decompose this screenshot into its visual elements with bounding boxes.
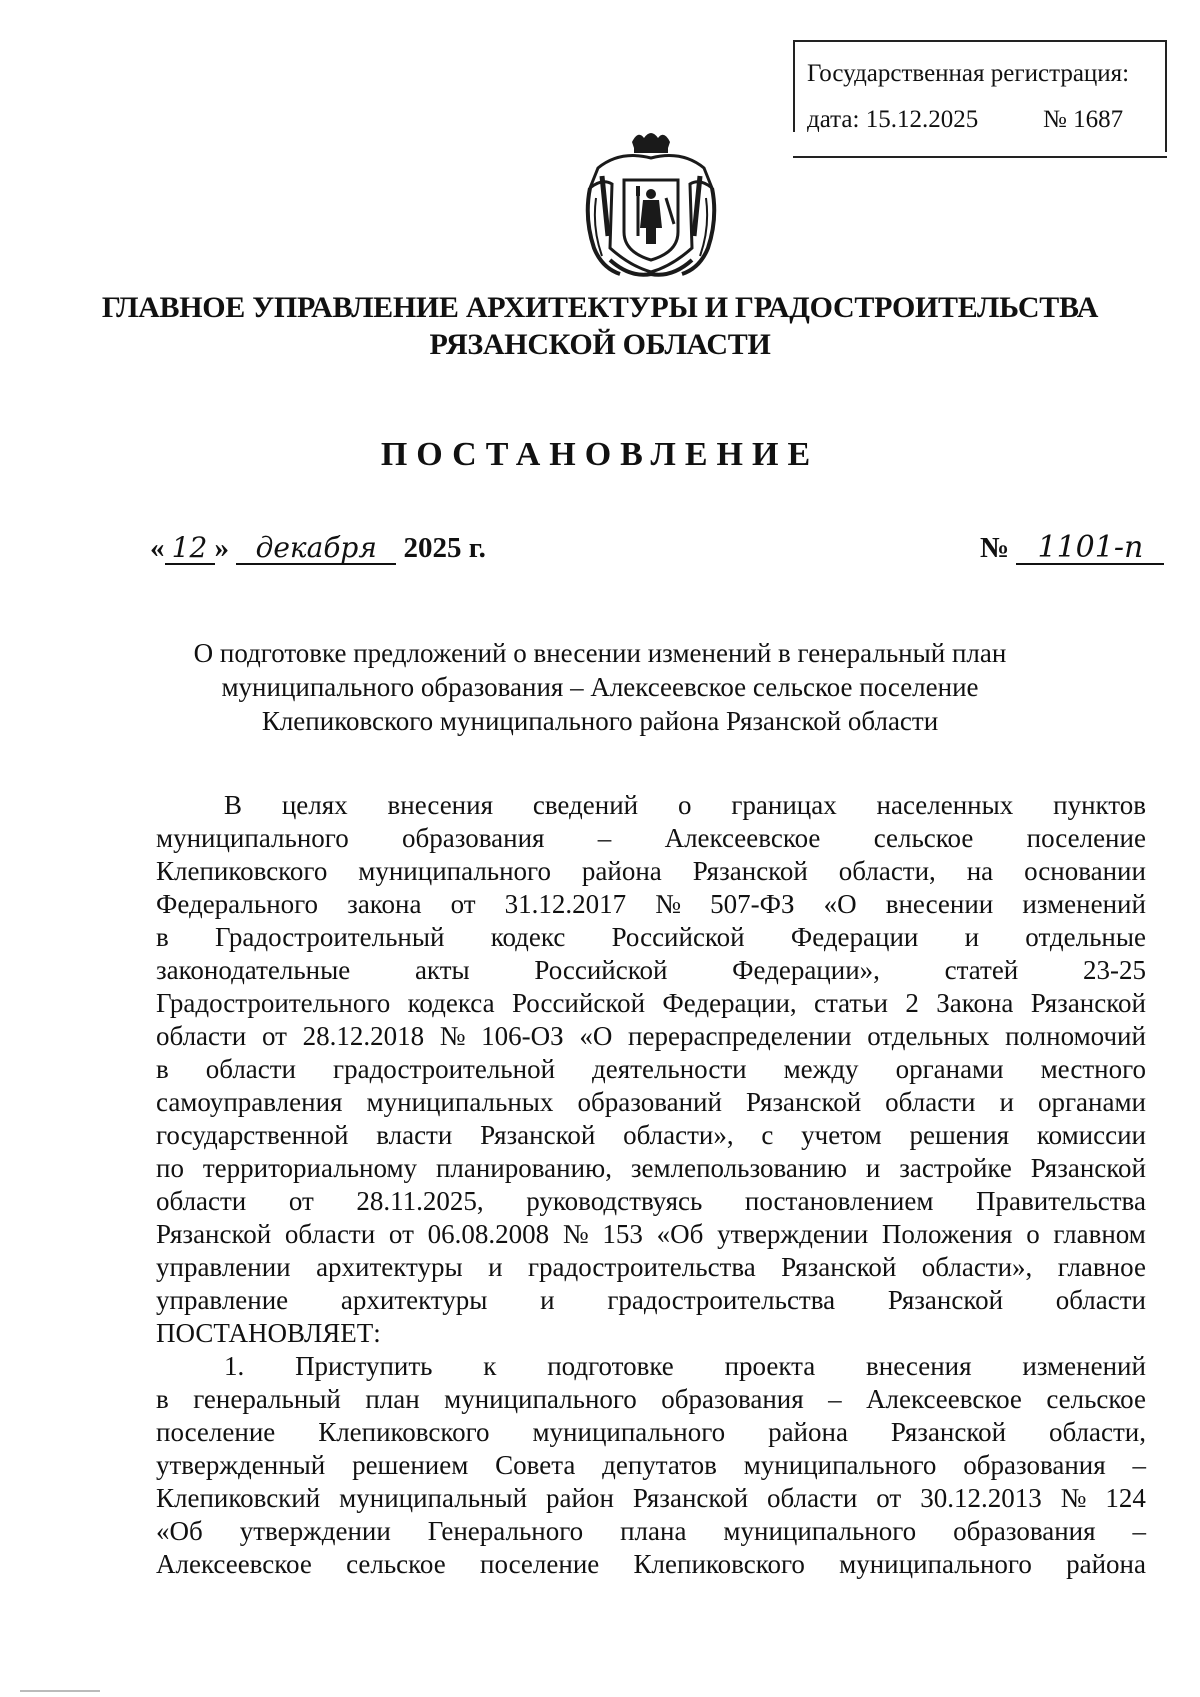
body-line: управление архитектуры и градостроительства Рязанской области bbox=[156, 1285, 1146, 1315]
body-line: в области градостроительной деятельности между органами местного bbox=[156, 1054, 1146, 1084]
body-line: области от 28.11.2025, руководствуясь постановлением Правительства bbox=[156, 1186, 1146, 1216]
body-line: муниципального образования – Алексеевское сельское поселение bbox=[156, 823, 1146, 853]
registration-number: № 1687 bbox=[1043, 106, 1124, 133]
body-line: утвержденный решением Совета депутатов муниципального образования – bbox=[156, 1450, 1146, 1480]
body-line: в генеральный план муниципального образования – Алексеевское сельское bbox=[156, 1384, 1146, 1414]
date-day-handwritten: 12 bbox=[165, 533, 215, 565]
subject-line: муниципального образования – Алексеевское сельское поселение bbox=[221, 672, 979, 702]
body-line: Градостроительного кодекса Российской Федерации, статьи 2 Закона Рязанской bbox=[156, 988, 1146, 1018]
date-month-handwritten: декабря bbox=[236, 533, 396, 565]
body-line: области от 28.12.2018 № 106-ОЗ «О перераспределении отдельных полномочий bbox=[156, 1021, 1146, 1051]
body-line: самоуправления муниципальных образований Рязанской области и органами bbox=[156, 1087, 1146, 1117]
body-line: в Градостроительный кодекс Российской Федерации и отдельные bbox=[156, 922, 1146, 952]
number-handwritten: 1101-п bbox=[1016, 533, 1164, 565]
decree-subject bbox=[0, 636, 1200, 738]
registration-title: Государственная регистрация: bbox=[807, 60, 1130, 87]
body-line: «Об утверждении Генерального плана муниципального образования – bbox=[156, 1516, 1146, 1546]
body-line: Рязанской области от 06.08.2008 № 153 «Об утверждении Положения о главном bbox=[156, 1219, 1146, 1249]
organization-name-line2: РЯЗАНСКОЙ ОБЛАСТИ bbox=[429, 328, 771, 361]
body-line: Федерального закона от 31.12.2017 № 507-ФЗ «О внесении изменений bbox=[156, 889, 1146, 919]
body-line: ПОСТАНОВЛЯЕТ: bbox=[156, 1318, 381, 1348]
body-line: Клепиковского муниципального района Рязанской области, на основании bbox=[156, 856, 1146, 886]
registration-date: дата: 15.12.2025 bbox=[807, 106, 979, 133]
decree-body bbox=[156, 789, 1146, 1581]
organization-name-line1: ГЛАВНОЕ УПРАВЛЕНИЕ АРХИТЕКТУРЫ И ГРАДОСТРОИТЕЛЬСТВА bbox=[101, 291, 1099, 324]
decree-date bbox=[150, 532, 486, 565]
body-line: Алексеевское сельское поселение Клепиковского муниципального района bbox=[156, 1549, 1146, 1579]
page-footer-mark bbox=[20, 1690, 100, 1692]
date-year: 2025 г. bbox=[403, 532, 486, 564]
decree-number bbox=[980, 532, 1164, 565]
registration-stamp bbox=[793, 40, 1167, 158]
body-line: управлении архитектуры и градостроительства Рязанской области», главное bbox=[156, 1252, 1146, 1282]
coat-of-arms-icon bbox=[580, 128, 722, 280]
subject-line: О подготовке предложений о внесении изменений в генеральный план bbox=[193, 638, 1007, 668]
body-line: по территориальному планированию, землепользованию и застройке Рязанской bbox=[156, 1153, 1146, 1183]
body-line: поселение Клепиковского муниципального района Рязанской области, bbox=[156, 1417, 1146, 1447]
body-line: Клепиковский муниципальный район Рязанской области от 30.12.2013 № 124 bbox=[156, 1483, 1146, 1513]
document-type: ПОСТАНОВЛЕНИЕ bbox=[380, 436, 820, 473]
body-line: В целях внесения сведений о границах населенных пунктов bbox=[224, 790, 1146, 820]
body-line: законодательные акты Российской Федерации», статей 23-25 bbox=[156, 955, 1146, 985]
date-open-quote: « bbox=[150, 532, 165, 564]
body-line: государственной власти Рязанской области», с учетом решения комиссии bbox=[156, 1120, 1146, 1150]
body-line: 1. Приступить к подготовке проекта внесения изменений bbox=[224, 1351, 1146, 1381]
date-close-quote: » bbox=[214, 532, 229, 564]
number-prefix: № bbox=[980, 532, 1010, 564]
subject-line: Клепиковского муниципального района Рязанской области bbox=[261, 706, 939, 736]
